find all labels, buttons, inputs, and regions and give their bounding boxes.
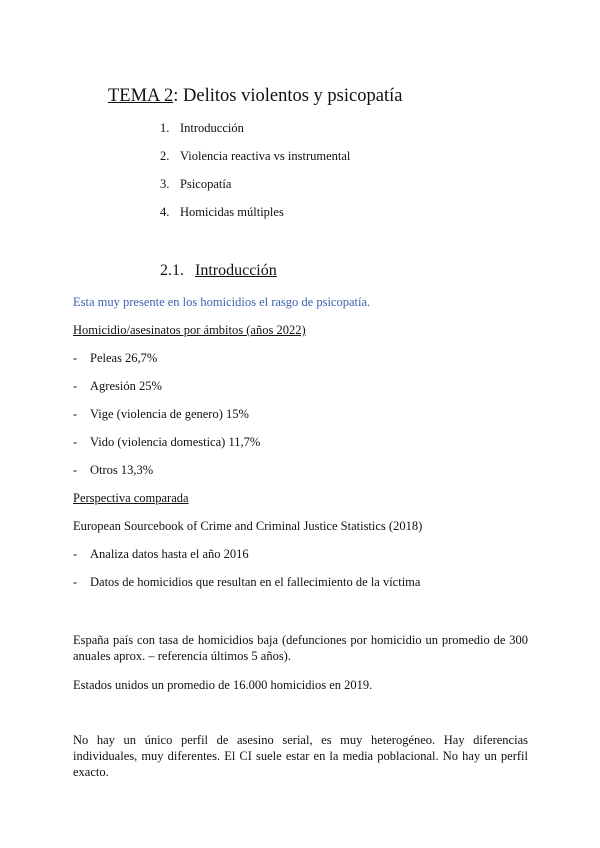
list-item-text: Vido (violencia domestica) 11,7% (90, 435, 261, 449)
toc-label: Introducción (180, 121, 244, 135)
list-item (73, 547, 249, 562)
perspectiva-heading: Perspectiva comparada (73, 491, 189, 505)
perfil-paragraph: No hay un único perfil de asesino serial, es muy heterogéneo. Hay diferencias individuales, muy diferentes. El CI suele estar en la media poblacional. No hay un perfil exacto. (73, 733, 528, 779)
list-item-text: Otros 13,3% (90, 463, 154, 477)
document-title (108, 86, 402, 107)
list-item (73, 407, 249, 422)
toc-label: Homicidas múltiples (180, 205, 284, 219)
bullet-dash: - (73, 547, 78, 561)
section-number: 2.1. (160, 262, 184, 279)
toc-number: 2. (160, 149, 170, 163)
bullet-dash: - (73, 575, 78, 589)
list-item-text: Analiza datos hasta el año 2016 (90, 547, 249, 561)
list-item-text: Peleas 26,7% (90, 351, 158, 365)
list-item (73, 435, 260, 450)
bullet-dash: - (73, 379, 78, 393)
intro-text: Esta muy presente en los homicidios el rasgo de psicopatía. (73, 295, 371, 309)
list-item-text: Vige (violencia de genero) 15% (90, 407, 249, 421)
toc-label: Violencia reactiva vs instrumental (180, 149, 351, 163)
toc-label: Psicopatía (180, 177, 232, 191)
toc-number: 3. (160, 177, 170, 191)
ambitos-heading: Homicidio/asesinatos por ámbitos (años 2022) (73, 323, 306, 337)
toc-number: 4. (160, 205, 170, 219)
list-item (73, 463, 153, 478)
toc-number: 1. (160, 121, 170, 135)
title-tema: TEMA 2 (108, 86, 174, 106)
eeuu-paragraph: Estados unidos un promedio de 16.000 homicidios en 2019. (73, 678, 373, 692)
toc-item-1 (160, 121, 244, 136)
toc-item-4 (160, 205, 284, 220)
toc-item-3 (160, 177, 231, 192)
bullet-dash: - (73, 407, 78, 421)
list-item (73, 351, 157, 366)
sourcebook-text: European Sourcebook of Crime and Criminal Justice Statistics (2018) (73, 519, 423, 533)
section-label: Introducción (195, 262, 277, 279)
list-item (73, 379, 162, 394)
toc-item-2 (160, 149, 350, 164)
bullet-dash: - (73, 435, 78, 449)
title-rest: : Delitos violentos y psicopatía (173, 86, 403, 106)
list-item-text: Datos de homicidios que resultan en el fallecimiento de la víctima (90, 575, 421, 589)
list-item (73, 575, 420, 590)
list-item-text: Agresión 25% (90, 379, 162, 393)
bullet-dash: - (73, 463, 78, 477)
section-heading (160, 262, 277, 280)
espana-paragraph: España país con tasa de homicidios baja (defunciones por homicidio un promedio de 300 anuales aprox. – referencia últimos 5 años). (73, 633, 528, 663)
bullet-dash: - (73, 351, 78, 365)
